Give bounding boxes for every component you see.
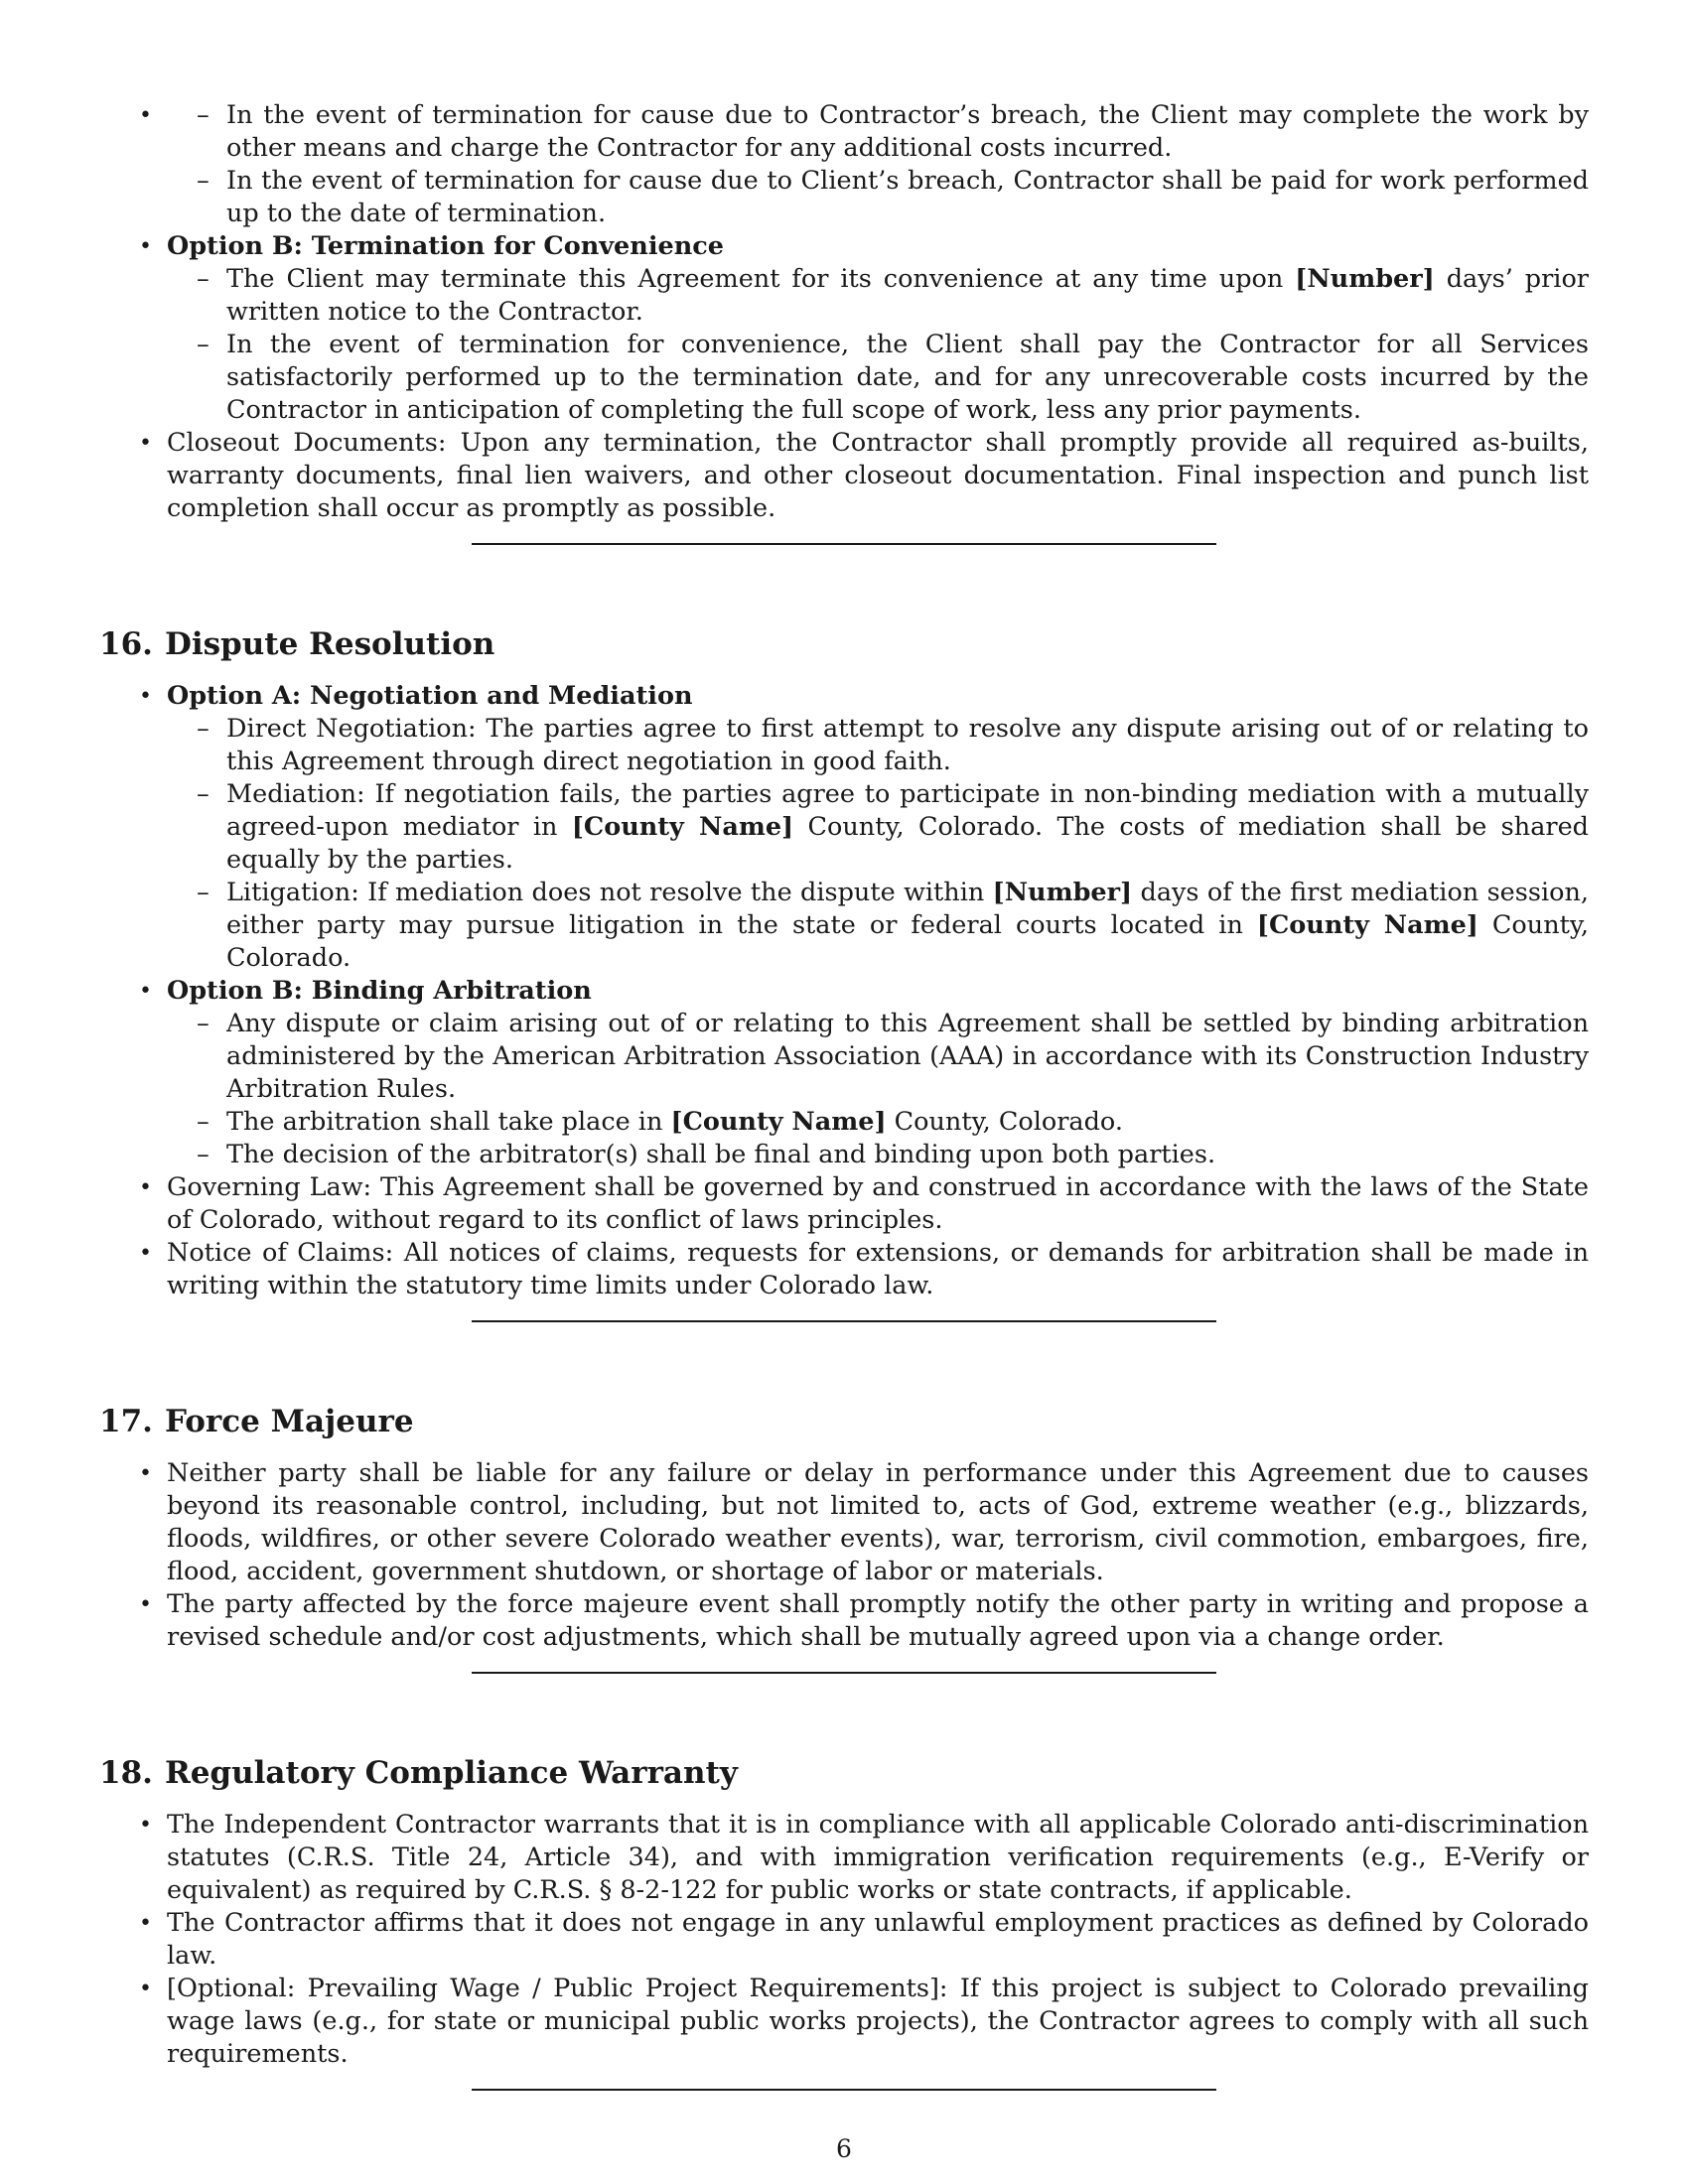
sec15-list xyxy=(99,99,1589,525)
list-item: – Any dispute or claim arising out of or relating to this Agreement shall be settled by binding arbitration administered by the American Arbitration Association (AAA) in accordance with its Construction Industry Arbitration Rules. xyxy=(167,1008,1589,1106)
sec15-optA-continuation xyxy=(99,99,1589,230)
text: The arbitration shall take place in xyxy=(226,1107,671,1137)
text: County, Colorado. xyxy=(226,910,1589,973)
list-item: • The Contractor affirms that it does not engage in any unlawful employment practices as defined by Colorado law. xyxy=(99,1907,1589,1973)
text: County, Colorado. xyxy=(886,1107,1123,1137)
placeholder: [County Name] xyxy=(571,812,794,842)
text: County, Colorado. The costs of mediation shall be shared equally by the parties. xyxy=(226,812,1589,875)
section-title: Dispute Resolution xyxy=(164,626,495,662)
option-title: Option B: Termination for Convenience xyxy=(167,231,725,261)
placeholder: [County Name] xyxy=(670,1107,887,1137)
section-divider xyxy=(99,1302,1589,1378)
list-item: • The Independent Contractor warrants that it is in compliance with all applicable Colorado anti-discrimination statutes (C.R.S. Title 24, Article 34), and with immigration verification requirements (e.g., E-Verify or equivalent) as required by C.R.S. § 8-2-122 for public works or state contracts, if applicable. xyxy=(99,1809,1589,1907)
sec18-list xyxy=(99,1809,1589,2071)
sec15-optB-sublist xyxy=(167,263,1589,427)
sec17-list xyxy=(99,1457,1589,1654)
list-item: • Neither party shall be liable for any failure or delay in performance under this Agreement due to causes beyond its reasonable control, including, but not limited to, acts of God, extreme weather (e.g., blizzards, floods, wildfires, or other severe Colorado weather events), war, terrorism, civil commotion, embargoes, fire, flood, accident, government shutdown, or shortage of labor or materials. xyxy=(99,1457,1589,1588)
list-item: – In the event of termination for cause due to Client’s breach, Contractor shall be paid for work performed up to the date of termination. xyxy=(167,165,1589,230)
list-item xyxy=(167,263,1589,329)
sec16-optA xyxy=(99,680,1589,975)
placeholder: [County Name] xyxy=(1256,910,1478,940)
list-item: – The decision of the arbitrator(s) shall be final and binding upon both parties. xyxy=(167,1139,1589,1171)
section-number: 17. xyxy=(99,1404,153,1439)
list-item xyxy=(167,877,1589,975)
sec16-optB xyxy=(99,975,1589,1171)
list-item: – • In the event of termination for cause due to Contractor’s breach, the Client may complete the work by other means and charge the Contractor for any additional costs incurred. xyxy=(167,99,1589,165)
sec16-list xyxy=(99,680,1589,1302)
page-number: 6 xyxy=(836,2134,852,2163)
option-title: Option B: Binding Arbitration xyxy=(167,976,592,1006)
sec16-optB-sublist xyxy=(167,1008,1589,1171)
section-title: Regulatory Compliance Warranty xyxy=(164,1755,738,1791)
placeholder: [Number] xyxy=(992,878,1133,907)
section-number: 16. xyxy=(99,626,153,662)
sec15-optA-sublist xyxy=(167,99,1589,230)
text: The Client may terminate this Agreement for its convenience at any time upon xyxy=(226,264,1296,294)
list-item xyxy=(167,778,1589,877)
section-number: 18. xyxy=(99,1755,153,1791)
section-heading xyxy=(99,624,1589,664)
list-item: – Direct Negotiation: The parties agree to first attempt to resolve any dispute arising out of or relating to this Agreement through direct negotiation in good faith. xyxy=(167,713,1589,778)
text: days’ prior written notice to the Contractor. xyxy=(226,264,1589,327)
sec16-optA-sublist xyxy=(167,713,1589,975)
list-item: • Governing Law: This Agreement shall be governed by and construed in accordance with the laws of the State of Colorado, without regard to its conflict of laws principles. xyxy=(99,1171,1589,1237)
text: days of the first mediation session, either party may pursue litigation in the state or federal courts located in xyxy=(226,878,1589,940)
section-title: Force Majeure xyxy=(164,1404,414,1439)
page-content xyxy=(99,99,1589,2146)
placeholder: [Number] xyxy=(1295,264,1435,294)
option-title: Option A: Negotiation and Mediation xyxy=(167,681,693,711)
section-divider xyxy=(99,1654,1589,1729)
section-heading xyxy=(99,1753,1589,1793)
list-item: – In the event of termination for convenience, the Client shall pay the Contractor for all Services satisfactorily performed up to the termination date, and for any unrecoverable costs incurred by the Contractor in anticipation of completing the full scope of work, less any prior payments. xyxy=(167,329,1589,427)
list-item xyxy=(167,1106,1589,1139)
list-item: • Notice of Claims: All notices of claims, requests for extensions, or demands for arbitration shall be made in writing within the statutory time limits under Colorado law. xyxy=(99,1237,1589,1302)
list-item: • Closeout Documents: Upon any termination, the Contractor shall promptly provide all required as-builts, warranty documents, final lien waivers, and other closeout documentation. Final inspection and punch list completion shall occur as promptly as possible. xyxy=(99,427,1589,525)
section-heading xyxy=(99,1402,1589,1441)
sec15-optB xyxy=(99,230,1589,427)
list-item: • The party affected by the force majeure event shall promptly notify the other party in writing and propose a revised schedule and/or cost adjustments, which shall be mutually agreed upon via a change order. xyxy=(99,1588,1589,1654)
section-divider xyxy=(99,525,1589,601)
text: Litigation: If mediation does not resolve the dispute within xyxy=(226,878,993,907)
text: Mediation: If negotiation fails, the parties agree to participate in non-binding mediation with a mutually agreed-upon mediator in xyxy=(226,779,1589,842)
list-item: • [Optional: Prevailing Wage / Public Project Requirements]: If this project is subject to Colorado prevailing wage laws (e.g., for state or municipal public works projects), the Contractor agrees to comply with all such requirements. xyxy=(99,1973,1589,2071)
